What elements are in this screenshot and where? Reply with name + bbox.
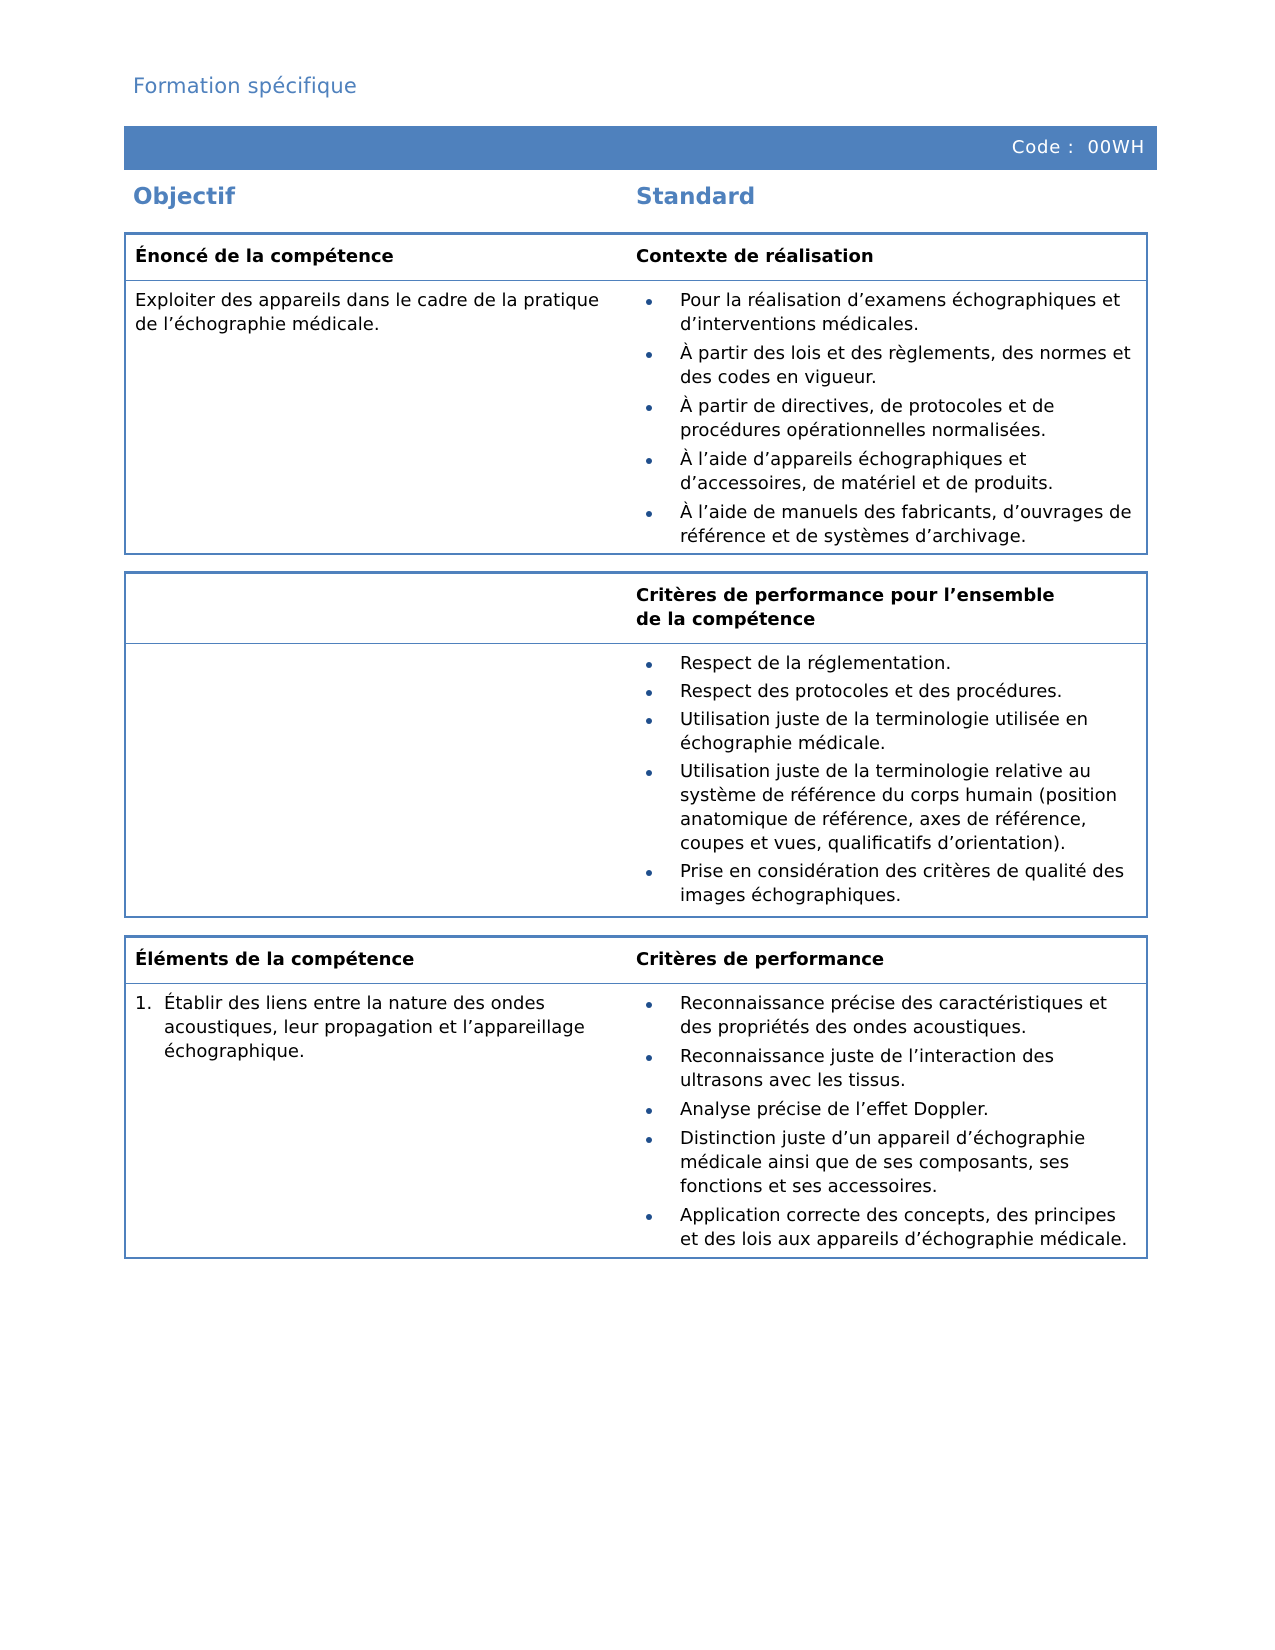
table-header-row (126, 235, 1146, 281)
elements-list-cell (126, 984, 626, 1258)
objectif-heading: Objectif (133, 184, 236, 210)
bullet-icon (646, 662, 652, 668)
list-item: Reconnaissance précise des caractéristiques et des propriétés des ondes acoustiques. (636, 992, 1138, 1040)
code-header-bar (124, 126, 1157, 170)
criteria-list-cell (626, 984, 1146, 1258)
global-criteria-list (636, 652, 1138, 908)
list-item: Respect des protocoles et des procédures. (636, 680, 1138, 704)
bullet-icon (646, 1002, 652, 1008)
global-performance-criteria-table (124, 571, 1148, 918)
bullet-icon (646, 352, 652, 358)
bullet-icon (646, 511, 652, 517)
list-item: 1. Établir des liens entre la nature des ondes acoustiques, leur propagation et l’appareillage échographique. (135, 993, 585, 1062)
list-item: Pour la réalisation d’examens échographiques et d’interventions médicales. (636, 289, 1138, 337)
table-header-row (126, 938, 1146, 984)
global-criteria-header: Critères de performance pour l’ensemble de la compétence (636, 585, 1055, 630)
bullet-icon (646, 458, 652, 464)
empty-cell (126, 644, 626, 918)
table-row (126, 644, 1146, 918)
list-item: Application correcte des concepts, des principes et des lois aux appareils d’échographie médicale. (636, 1204, 1138, 1252)
bullet-icon (646, 690, 652, 696)
competence-elements-table (124, 935, 1148, 1259)
criteria-header: Critères de performance (636, 949, 885, 970)
elements-header: Éléments de la compétence (135, 949, 415, 970)
context-list-cell (626, 281, 1146, 555)
list-item: Distinction juste d’un appareil d’échographie médicale ainsi que de ses composants, ses fonctions et ses accessoires. (636, 1127, 1138, 1199)
list-item: À l’aide de manuels des fabricants, d’ouvrages de référence et de systèmes d’archivage. (636, 501, 1138, 549)
statement-header: Énoncé de la compétence (135, 246, 394, 267)
elements-list (135, 992, 618, 1064)
course-code: Code : 00WH (1011, 137, 1145, 158)
context-list (636, 289, 1138, 549)
bullet-icon (646, 299, 652, 305)
table-header-row (126, 574, 1146, 644)
empty-header (126, 574, 626, 643)
list-item: Respect de la réglementation. (636, 652, 1138, 676)
bullet-icon (646, 770, 652, 776)
list-item: À partir de directives, de protocoles et de procédures opérationnelles normalisées. (636, 395, 1138, 443)
bullet-icon (646, 405, 652, 411)
competence-statement-table (124, 232, 1148, 555)
list-item: À l’aide d’appareils échographiques et d’accessoires, de matériel et de produits. (636, 448, 1138, 496)
bullet-icon (646, 718, 652, 724)
bullet-icon (646, 870, 652, 876)
bullet-icon (646, 1137, 652, 1143)
competence-statement: Exploiter des appareils dans le cadre de la pratique de l’échographie médicale. (135, 290, 600, 335)
table-row (126, 984, 1146, 1258)
page-title: Formation spécifique (133, 74, 358, 98)
list-item: Prise en considération des critères de qualité des images échographiques. (636, 860, 1138, 908)
list-item: Analyse précise de l’effet Doppler. (636, 1098, 1138, 1122)
standard-heading: Standard (636, 184, 756, 210)
list-item: Utilisation juste de la terminologie relative au système de référence du corps humain (position anatomique de référence, axes de référence, coupes et vues, qualificatifs d’orientation). (636, 760, 1138, 856)
bullet-icon (646, 1108, 652, 1114)
criteria-list (636, 992, 1138, 1252)
bullet-icon (646, 1214, 652, 1220)
global-criteria-list-cell (626, 644, 1146, 918)
list-item: À partir des lois et des règlements, des normes et des codes en vigueur. (636, 342, 1138, 390)
context-header: Contexte de réalisation (636, 246, 874, 267)
list-item: Utilisation juste de la terminologie utilisée en échographie médicale. (636, 708, 1138, 756)
list-item: Reconnaissance juste de l’interaction des ultrasons avec les tissus. (636, 1045, 1138, 1093)
bullet-icon (646, 1055, 652, 1061)
table-row (126, 281, 1146, 555)
